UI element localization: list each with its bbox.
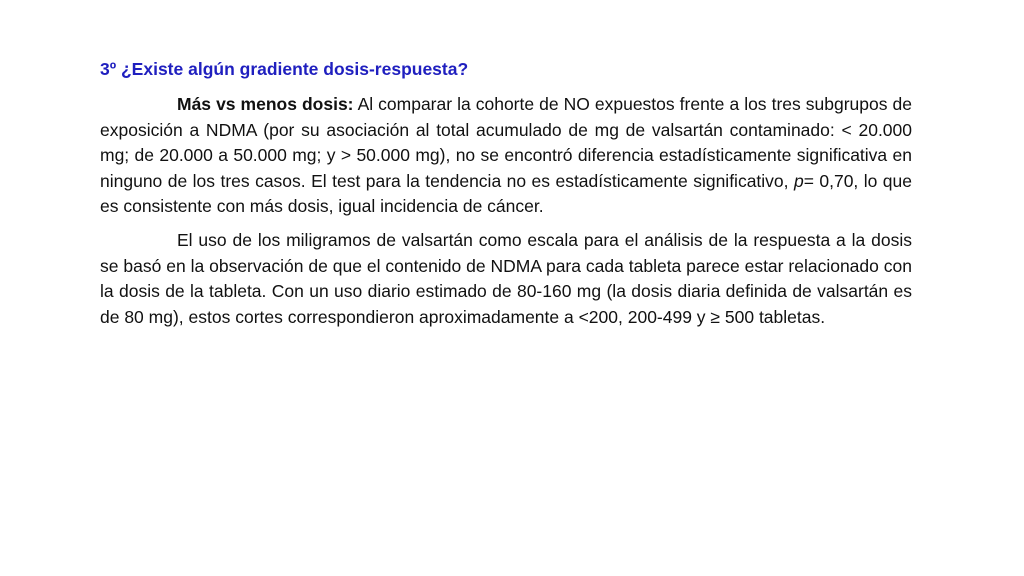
paragraph-text-after-p: = 0,70, lo que es consistente con más dosis, igual incidencia de cáncer. — [100, 170, 912, 217]
p-value-symbol: p — [793, 170, 804, 191]
paragraph-dose-scale: El uso de los miligramos de valsartán como escala para el análisis de la respuesta a la dosis se basó en la observación de que el contenido de NDMA para cada tableta parece estar relacionado con la dosis de la tableta. Con un uso diario estimado de 80-160 mg (la dosis diaria definida de valsartán es de 80 mg), estos cortes correspondieron aproximadamente a <200, 200-499 y ≥ 500 tabletas. — [100, 229, 912, 327]
paragraph-lead: Más vs menos dosis: — [177, 94, 354, 114]
slide-content — [100, 56, 912, 338]
paragraph-dose-comparison — [100, 92, 912, 220]
paragraph-text-before-p: Al comparar la cohorte de NO expuestos frente a los tres subgrupos de exposición a NDMA (por su asociación al total acumulado de mg de valsartán contaminado: < 20.000 mg; de 20.000 a 50.000 mg; y > 50.000 mg), no se encontró diferencia estadísticamente significativa en ninguno de los tres casos. El test para la tendencia no es estadísticamente significativo, — [100, 94, 912, 191]
slide-heading: 3º ¿Existe algún gradiente dosis-respuesta? — [100, 59, 469, 79]
